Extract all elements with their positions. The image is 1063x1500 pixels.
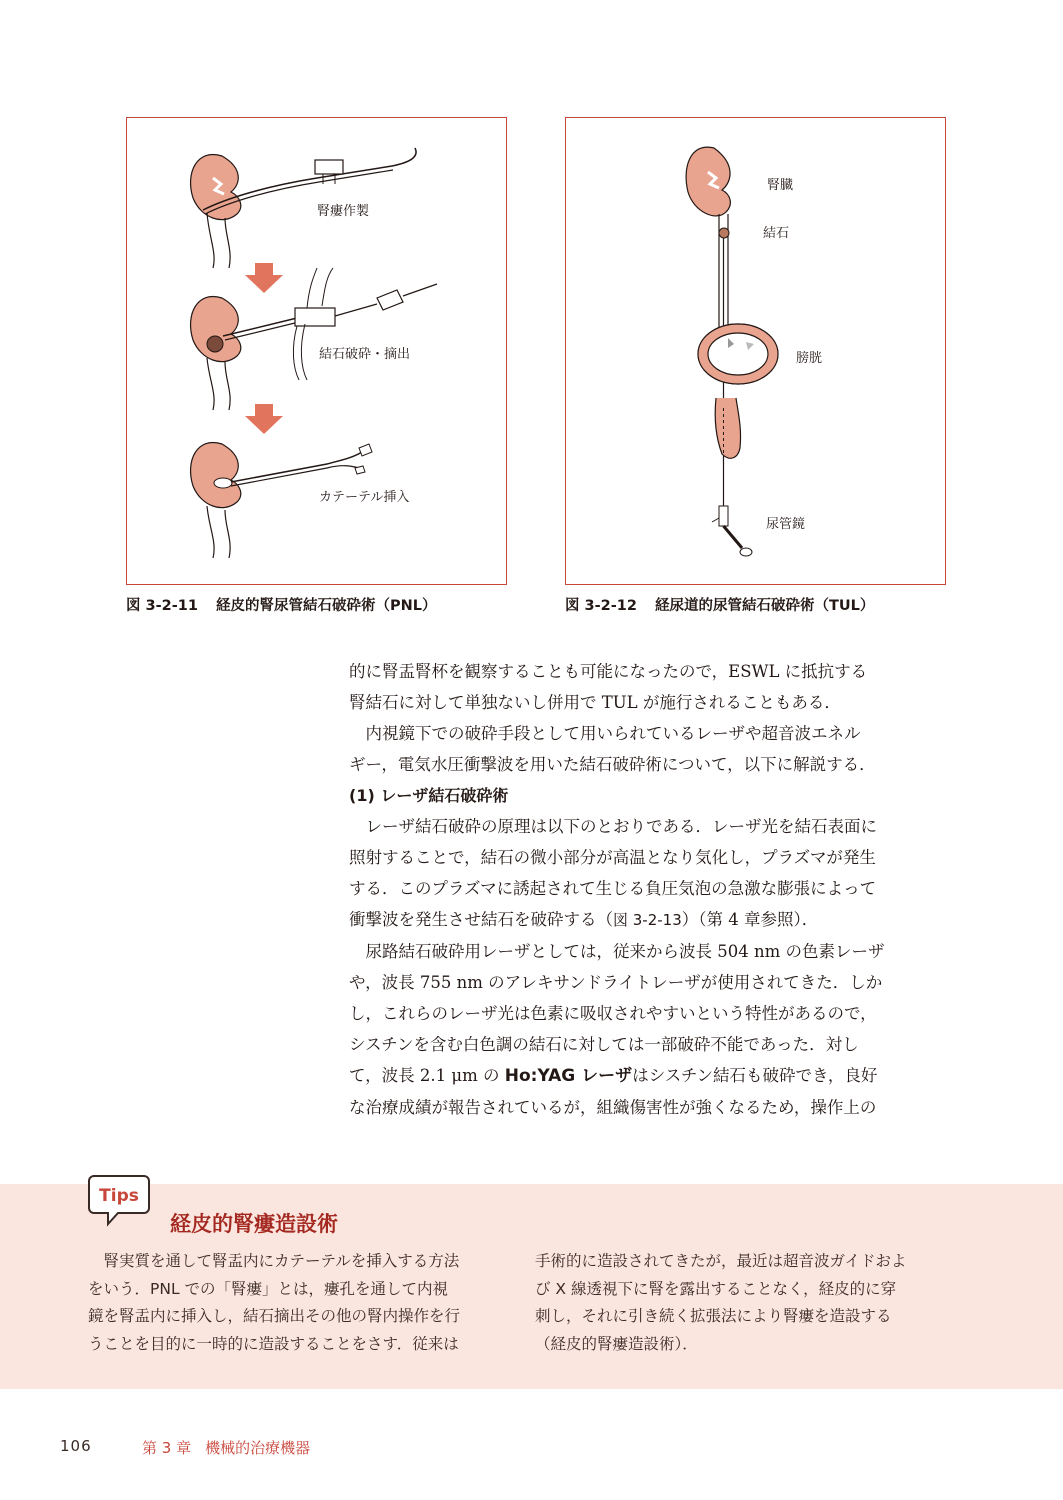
tul-label-kidney: 腎臓: [767, 178, 794, 193]
tul-kidney: [686, 147, 730, 216]
emphasis-term: Ho:YAG レーザ: [504, 1066, 633, 1086]
body-line: 内視鏡下での破砕手段として用いられているレーザや超音波エネル: [365, 724, 861, 743]
body-line: ギー，電気水圧衝撃波を用いた結石破砕術について，以下に解説する．: [349, 755, 876, 774]
tips-line: 腎実質を通して腎盂内にカテーテルを挿入する方法: [103, 1252, 460, 1270]
tips-line: 手術的に造設されてきたが，最近は超音波ガイドおよ: [535, 1252, 907, 1270]
tul-label-bladder: 膀胱: [796, 351, 823, 366]
tul-label-ureteroscope: 尿管鏡: [766, 517, 806, 532]
body-line: 尿路結石破砕用レーザとしては，従来から波長 504 nm の色素レーザ: [365, 942, 885, 961]
tips-line: をいう．PNL での「腎瘻」とは，瘻孔を通して内視: [88, 1279, 449, 1298]
text-segment: はシスチン結石も破砕でき，良好: [632, 1066, 878, 1085]
body-line: シスチンを含む白色調の結石に対しては一部破砕不能であった．対し: [349, 1035, 859, 1054]
figure-tul: [565, 117, 946, 585]
tul-illustration: [566, 118, 947, 586]
tips-line: うことを目的に一時的に造設することをさす．従来は: [88, 1334, 459, 1353]
body-text: [349, 656, 949, 1123]
chapter-title: 機械的治療機器: [205, 1439, 311, 1457]
tips-badge: [86, 1172, 152, 1234]
tul-stone: [719, 228, 729, 238]
text-segment: ）（第 4 章参照）．: [681, 910, 819, 929]
tips-line: 鏡を腎盂内に挿入し，結石摘出その他の腎内操作を行: [88, 1307, 461, 1325]
tips-line: 刺し，それに引き続く拡張法により腎瘻を造設する: [535, 1307, 892, 1325]
body-line: 照射することで，結石の微小部分が高温となり気化し，プラズマが発生: [349, 848, 876, 867]
pnl-lithotripsy-instrument: [223, 268, 437, 380]
tul-ureteroscope: [712, 506, 752, 556]
caption-title: 経皮的腎尿管結石破砕術（PNL）: [215, 598, 437, 614]
pnl-label-catheter: カテーテル挿入: [319, 490, 410, 505]
figure-caption-pnl: [126, 594, 436, 615]
chapter-number: 第 3 章: [142, 1439, 192, 1457]
body-line: [349, 904, 949, 936]
body-line: し，これらのレーザ光は色素に吸収されやすいという特性があるので，: [349, 1004, 877, 1023]
tul-bladder: [698, 324, 778, 384]
tips-line: （経皮的腎瘻造設術）．: [535, 1334, 698, 1353]
pnl-catheter: [231, 444, 372, 486]
pnl-label-lithotripsy: 結石破砕・摘出: [319, 347, 411, 362]
pnl-illustration: [127, 118, 508, 586]
tips-column-right: [535, 1248, 955, 1358]
caption-title: 経尿道的尿管結石破砕術（TUL）: [654, 598, 875, 614]
text-segment: て，波長 2.1 μm の: [349, 1066, 505, 1085]
body-line: レーザ結石破砕の原理は以下のとおりである．レーザ光を結石表面に: [365, 817, 877, 836]
body-line: な治療成績が報告されているが，組織傷害性が強くなるため，操作上の: [349, 1098, 877, 1117]
body-line: する．このプラズマに誘起されて生じる負圧気泡の急激な膨張によって: [349, 879, 877, 898]
tips-column-left: [88, 1248, 508, 1358]
tips-line: び X 線透視下に腎を露出することなく，経皮的に穿: [535, 1279, 897, 1298]
tul-urethra: [715, 398, 740, 458]
tul-label-stone: 結石: [763, 226, 790, 241]
figure-caption-tul: [565, 594, 874, 615]
tips-title: 経皮的腎瘻造設術: [170, 1212, 338, 1236]
pnl-stage-kidney-3: [191, 442, 241, 558]
section-heading: (1) レーザ結石破砕術: [349, 786, 509, 805]
figure-reference: 図 3-2-13: [613, 911, 682, 929]
body-line: 腎結石に対して単独ないし併用で TUL が施行されることもある．: [349, 693, 841, 712]
pnl-label-nephrostomy: 腎瘻作製: [317, 204, 370, 219]
text-segment: 衝撃波を発生させ結石を破砕する（: [349, 910, 613, 929]
pnl-arrow-2: [245, 404, 283, 434]
body-line: や，波長 755 nm のアレキサンドライトレーザが使用されてきた．しか: [349, 973, 883, 992]
pnl-stage-kidney-2: [191, 296, 241, 410]
speech-bubble-icon: [86, 1172, 152, 1230]
body-line: [349, 1060, 949, 1092]
figure-pnl: [126, 117, 507, 585]
caption-number: 図 3-2-12: [565, 598, 637, 614]
pnl-stage-kidney-1: [191, 154, 241, 268]
body-line: 的に腎盂腎杯を観察することも可能になったので，ESWL に抵抗する: [349, 662, 868, 681]
tips-badge-text: Tips: [99, 1186, 139, 1206]
caption-number: 図 3-2-11: [126, 598, 198, 614]
pnl-arrow-1: [245, 263, 283, 293]
running-footer: [142, 1437, 310, 1458]
page-number: 106: [60, 1437, 92, 1455]
